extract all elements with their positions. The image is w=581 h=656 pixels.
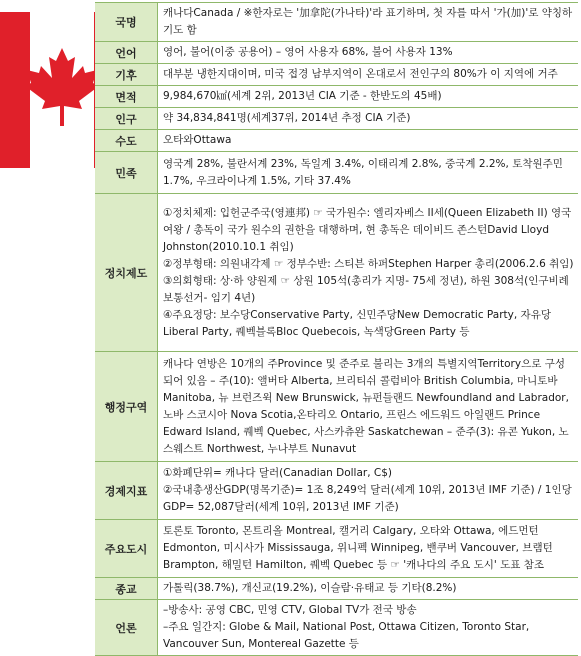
row-value: 캐나다Canada / ※한자로는 '加拿陀(가나타)'라 표기하며, 첫 자를 따서 '가(加)'로 약칭하기도 함: [158, 3, 579, 42]
info-row: [95, 64, 578, 86]
row-label: 수도: [95, 130, 158, 152]
row-label: 정치제도: [95, 194, 158, 352]
row-value-line: ①화폐단위= 캐나다 달러(Canadian Dollar, C$): [163, 467, 393, 479]
row-value: 캐나다 연방은 10개의 주Province 및 준주로 불리는 3개의 특별지역Territory으로 구성되어 있음 – 주(10): 앨버타 Alberta, 브리티쉬 콜럼비아 British Columbia, 마니토바 Manitoba, 뉴 브런즈윅 New Brunswick, 뉴펀들랜드 Newfoundland and Labrador, 노바 스코시아 Nova Scotia,온타리오 Ontario, 프린스 에드워드 아일랜드 Prince Edward Island, 퀘벡 Quebec, 사스카츄완 Saskatchewan – 준주(3): 유콘 Yukon, 노스웨스트 Northwest, 누나부트 Nunavut: [158, 352, 579, 462]
row-label: 인구: [95, 108, 158, 130]
row-value: 영국계 28%, 불란서계 23%, 독일계 3.4%, 이태리계 2.8%, 중국계 2.2%, 토착원주민 1.7%, 우크라이나계 1.5%, 기타 37.4%: [158, 152, 579, 194]
info-row: [95, 520, 578, 578]
info-row: [95, 86, 578, 108]
row-label: 언어: [95, 42, 158, 64]
info-row: [95, 352, 578, 462]
row-value: [158, 194, 579, 352]
country-info-table: [95, 2, 578, 656]
row-value: 토론토 Toronto, 몬트리올 Montreal, 캘거리 Calgary, 오타와 Ottawa, 에드먼턴 Edmonton, 미시사가 Mississauga, 위니펙 Winnipeg, 밴쿠버 Vancouver, 브램턴 Brampton, 해밀턴 Hamilton, 퀘벡 Quebec 등 ☞ '캐나다의 주요 도시' 도표 참조: [158, 520, 579, 578]
row-label: 주요도시: [95, 520, 158, 578]
row-label: 행정구역: [95, 352, 158, 462]
row-label: 민족: [95, 152, 158, 194]
row-value: 오타와Ottawa: [158, 130, 579, 152]
info-row: [95, 194, 578, 352]
info-row: [95, 578, 578, 600]
row-value: [158, 600, 579, 656]
info-row: [95, 108, 578, 130]
row-value-line: ②국내총생산GDP(명목기준)= 1조 8,249억 달러(세계 10위, 2013년 IMF 기준) / 1인당 GDP= 52,087달러(세계 10위, 2013년 IMF 기준): [163, 484, 572, 513]
row-value: 9,984,670㎢(세계 2위, 2013년 CIA 기준 - 한반도의 45배): [158, 86, 579, 108]
info-row: [95, 3, 578, 42]
row-value: 가톨릭(38.7%), 개신교(19.2%), 이슬람·유태교 등 기타(8.2%): [158, 578, 579, 600]
row-value: 약 34,834,841명(세계37위, 2014년 추정 CIA 기준): [158, 108, 579, 130]
row-label: 경제지표: [95, 462, 158, 520]
row-label: 종교: [95, 578, 158, 600]
row-label: 언론: [95, 600, 158, 656]
row-value-line: ④주요정당: 보수당Conservative Party, 신민주당New Democratic Party, 자유당Liberal Party, 퀘벡블록Bloc Quebecois, 녹색당Green Party 등: [163, 308, 551, 338]
row-value: [158, 462, 579, 520]
row-value-line: –방송사: 공영 CBC, 민영 CTV, Global TV가 전국 방송: [163, 604, 417, 616]
info-row: [95, 130, 578, 152]
row-value-line: ②정부형태: 의원내각제 ☞ 정부수반: 스티븐 하퍼Stephen Harper 총리(2006.2.6 취임): [163, 257, 574, 270]
info-row: [95, 600, 578, 656]
row-value-line: ③의회형태: 상·하 양원제 ☞ 상원 105석(총리가 지명- 75세 정년), 하원 308석(인구비례 보통선거- 임기 4년): [163, 274, 569, 304]
row-label: 면적: [95, 86, 158, 108]
row-value: 영어, 불어(이중 공용어) – 영어 사용자 68%, 불어 사용자 13%: [158, 42, 579, 64]
row-value-line: ①정치체제: 입헌군주국(영連邦) ☞ 국가원수: 엘리자베스 II세(Queen Elizabeth II) 영국 여왕 / 총독이 국가 원수의 권한을 대행하며, 현 총독은 데이비드 존스턴David Lloyd Johnston(2010.10.1 취임): [163, 206, 572, 253]
row-label: 국명: [95, 3, 158, 42]
info-row: [95, 42, 578, 64]
row-label: 기후: [95, 64, 158, 86]
info-row: [95, 462, 578, 520]
row-value: 대부분 냉한지대이며, 미국 접경 남부지역이 온대로서 전인구의 80%가 이 지역에 거주: [158, 64, 579, 86]
row-value-line: –주요 일간지: Globe & Mail, National Post, Ottawa Citizen, Toronto Star, Vancouver Sun, Montereal Gazette 등: [163, 621, 530, 650]
info-row: [95, 152, 578, 194]
